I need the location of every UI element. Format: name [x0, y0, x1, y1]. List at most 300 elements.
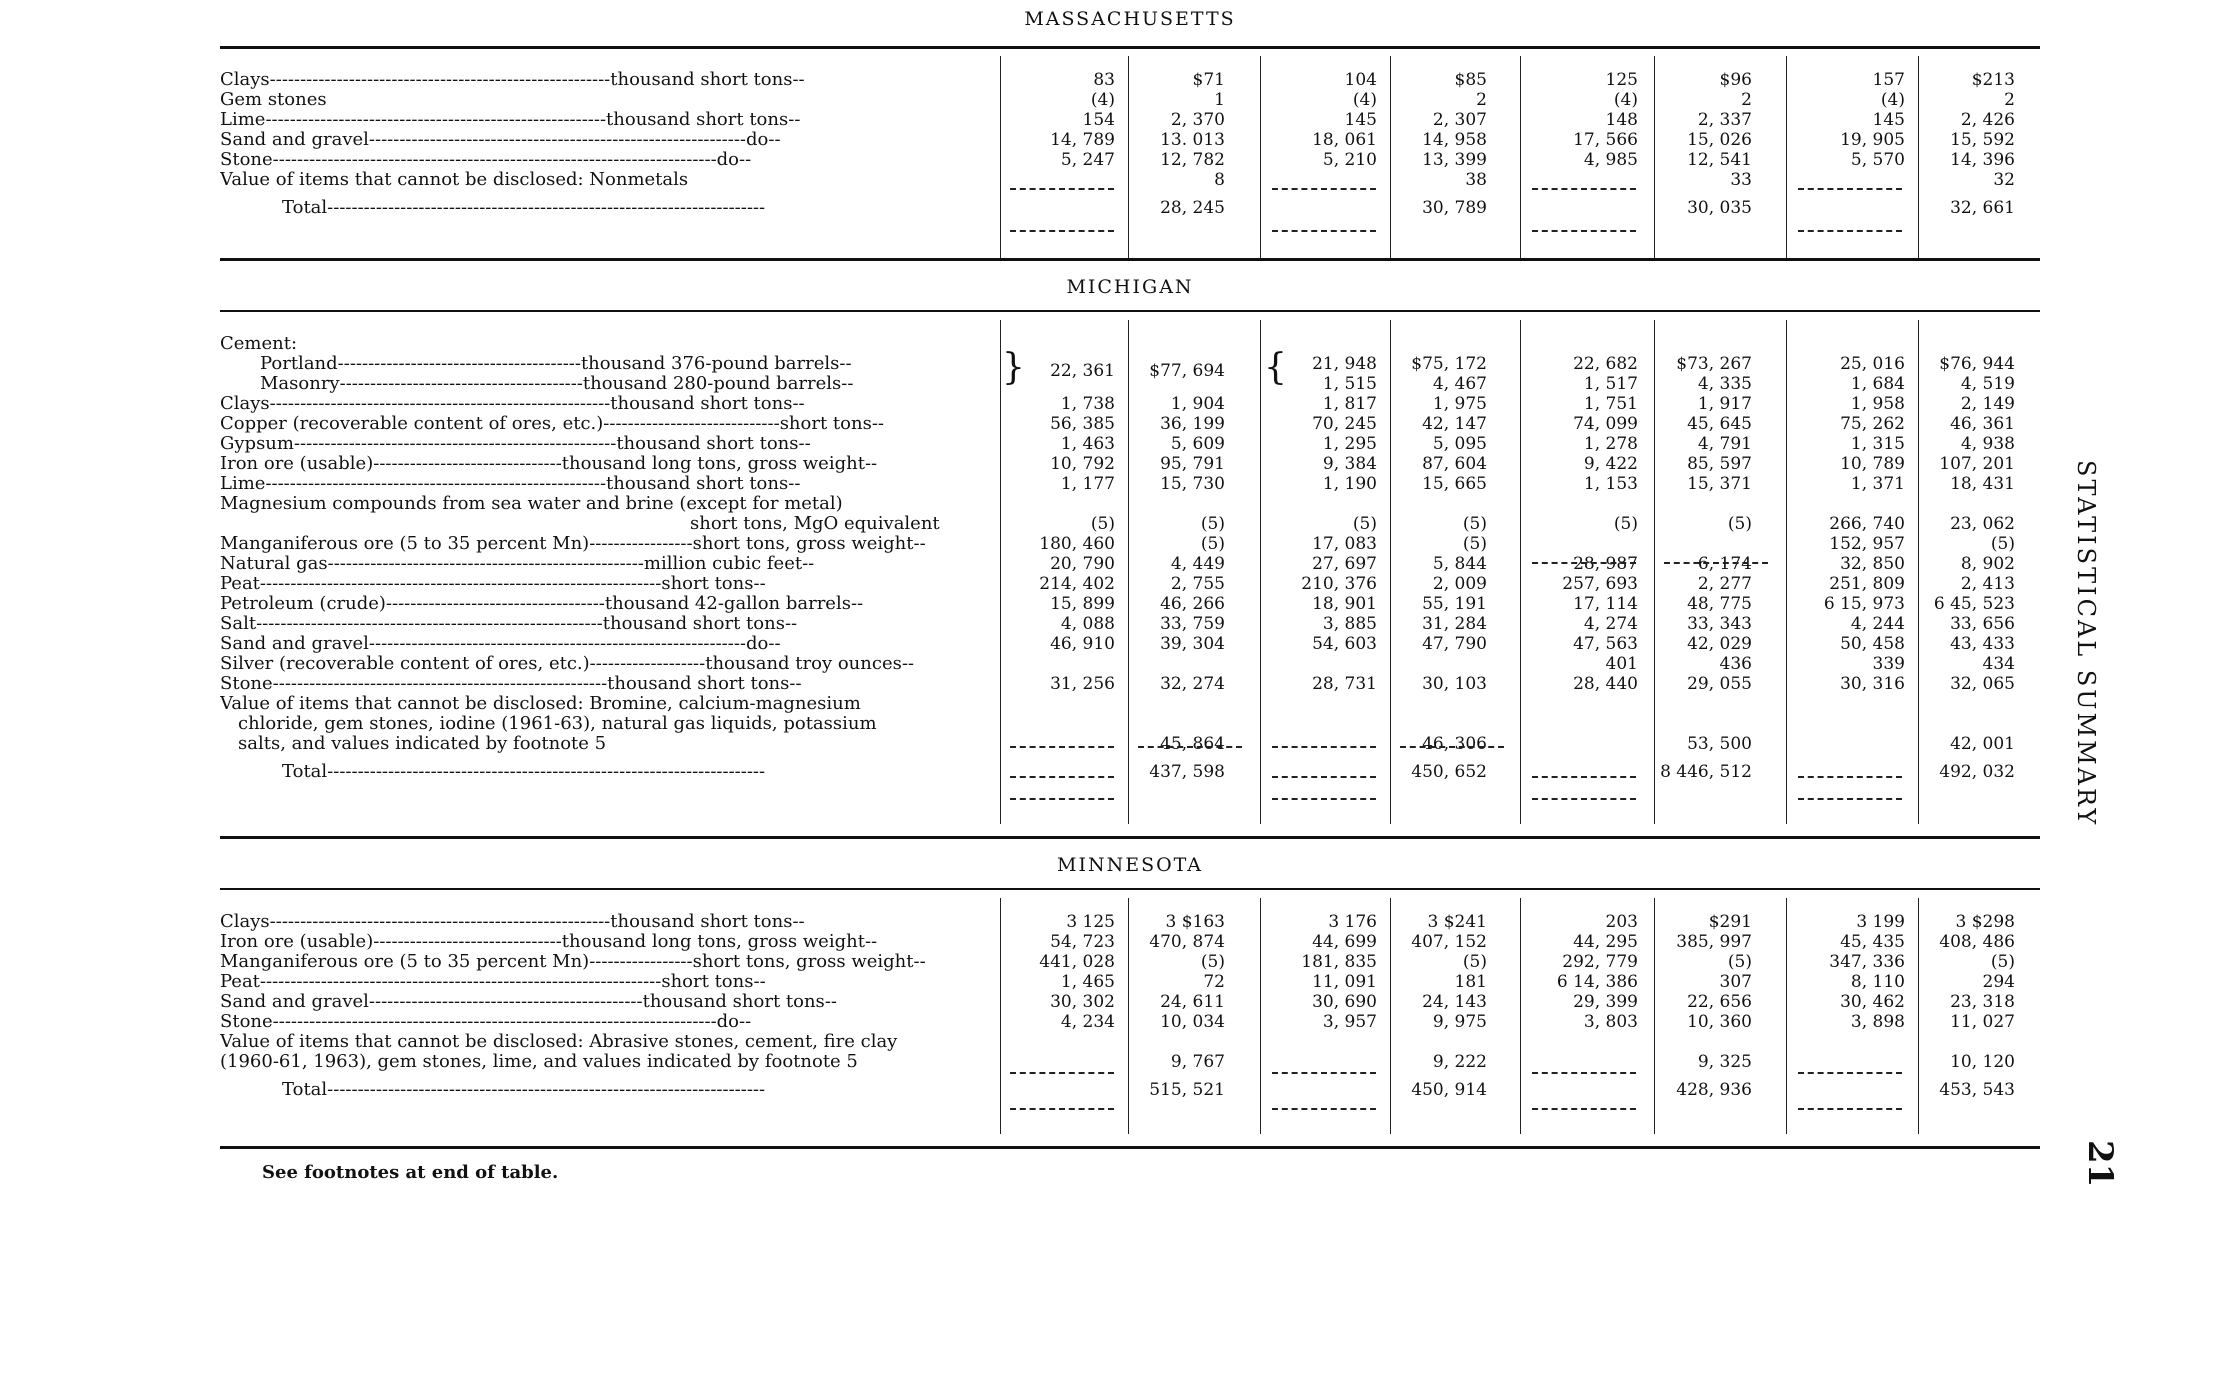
right-brace-icon: } — [1002, 347, 1025, 388]
row-unit: thousand 42-gallon barrels — [604, 594, 851, 614]
table-cell: 5, 570 — [1850, 150, 1905, 170]
column-separator — [1390, 56, 1391, 260]
column-separator — [1786, 56, 1787, 260]
row-label-text: Stone — [220, 1012, 273, 1032]
leader-dots-tail: -- — [753, 972, 766, 992]
dash-rule — [1400, 746, 1504, 748]
table-cell: 10, 792 — [1050, 454, 1115, 474]
row-unit: thousand short tons — [602, 614, 785, 634]
running-side-title: STATISTICAL SUMMARY — [2072, 460, 2100, 828]
table-cell: 148 — [1605, 110, 1638, 130]
section-title-minnesota: MINNESOTA — [1056, 854, 1204, 876]
rule-bottom-michigan — [220, 836, 2040, 839]
table-cell: 45, 435 — [1840, 932, 1905, 952]
table-cell: 87, 604 — [1422, 454, 1487, 474]
row-label-text: Value of items that cannot be disclosed: Abrasive stones, cement, fire clay — [220, 1032, 898, 1052]
row-label — [220, 972, 990, 992]
dash-rule — [1272, 1108, 1376, 1110]
total-label — [220, 762, 1052, 782]
table-cell: 33 — [1730, 170, 1752, 190]
row-label — [220, 574, 990, 594]
row-label — [220, 554, 990, 574]
row-label-text: Peat — [220, 574, 260, 594]
total-cell: 453, 543 — [1939, 1080, 2015, 1100]
row-unit: thousand short tons — [642, 992, 825, 1012]
table-cell: 10, 120 — [1950, 1052, 2015, 1072]
table-cell: 48, 775 — [1687, 594, 1752, 614]
row-label-text: Silver (recoverable content of ores, etc.) — [220, 654, 590, 674]
table-cell: 145 — [1872, 110, 1905, 130]
row-label-text: Clays — [220, 394, 270, 414]
table-cell: 3 125 — [1066, 912, 1115, 932]
table-cell: (4) — [1352, 90, 1377, 110]
table-minnesota — [220, 912, 2040, 1110]
row-label-text: Magnesium compounds from sea water and brine (except for metal) — [220, 494, 843, 514]
leader-dots: ------------------------------------------------------------------------ — [327, 198, 766, 218]
table-cell: $71 — [1192, 70, 1225, 90]
leader-dots: ----------------------------- — [603, 414, 780, 434]
table-cell: 23, 318 — [1950, 992, 2015, 1012]
row-label — [220, 374, 1030, 394]
column-separator — [1786, 320, 1787, 824]
dash-rule — [1138, 746, 1242, 748]
table-michigan — [220, 334, 2040, 792]
table-cell: $213 — [1971, 70, 2015, 90]
column-separator — [1128, 898, 1129, 1134]
table-cell: 107, 201 — [1939, 454, 2015, 474]
column-separator — [1918, 320, 1919, 824]
leader-dots: ------------------------------------------------------- — [272, 674, 608, 694]
table-cell: 15, 899 — [1050, 594, 1115, 614]
table-cell: 6, 174 — [1697, 554, 1752, 574]
table-cell: $291 — [1708, 912, 1752, 932]
table-cell: 434 — [1982, 654, 2015, 674]
table-cell: 11, 091 — [1312, 972, 1377, 992]
section-title-massachusetts: MASSACHUSETTS — [1024, 8, 1236, 30]
table-cell: 54, 723 — [1050, 932, 1115, 952]
table-cell: 18, 901 — [1312, 594, 1377, 614]
table-cell: 214, 402 — [1039, 574, 1115, 594]
dash-rule — [1798, 1072, 1902, 1074]
table-cell: 56, 385 — [1050, 414, 1115, 434]
table-row — [220, 594, 2040, 614]
table-cell: 22, 656 — [1687, 992, 1752, 1012]
table-cell: (5) — [1727, 952, 1752, 972]
row-unit: short tons — [661, 972, 754, 992]
table-cell: 3 $298 — [1955, 912, 2015, 932]
table-cell: 1, 975 — [1432, 394, 1487, 414]
table-cell: 17, 114 — [1573, 594, 1638, 614]
row-label — [220, 614, 990, 634]
row-unit: thousand short tons — [607, 674, 790, 694]
row-label-text: (1960-61, 1963), gem stones, lime, and values indicated by footnote 5 — [220, 1052, 858, 1072]
table-row — [220, 90, 2040, 110]
table-row — [220, 514, 2040, 534]
table-cell: 1, 278 — [1583, 434, 1638, 454]
leader-dots: ------------------------------------------------------------------ — [259, 972, 662, 992]
table-cell: 9, 325 — [1697, 1052, 1752, 1072]
leader-dots-tail: -- — [739, 150, 752, 170]
row-label-text: Value of items that cannot be disclosed: Nonmetals — [220, 170, 689, 190]
row-label — [220, 1012, 990, 1032]
table-cell: 95, 791 — [1160, 454, 1225, 474]
table-cell: (5) — [1462, 514, 1487, 534]
column-separator — [1918, 56, 1919, 260]
total-row — [220, 762, 2040, 792]
leader-dots-tail: -- — [798, 434, 811, 454]
row-label-text: Copper (recoverable content of ores, etc.) — [220, 414, 604, 434]
row-label-text: chloride, gem stones, iodine (1961-63), natural gas liquids, potassium — [238, 714, 877, 734]
table-cell: (5) — [1727, 514, 1752, 534]
table-row — [220, 70, 2040, 90]
table-cell: 145 — [1344, 110, 1377, 130]
row-label-text: Clays — [220, 70, 270, 90]
table-cell: 25, 016 — [1840, 354, 1905, 374]
table-cell: 17, 566 — [1573, 130, 1638, 150]
leader-dots: ---------------------------------------- — [339, 374, 583, 394]
table-row — [220, 454, 2040, 474]
row-unit: thousand short tons — [610, 394, 793, 414]
column-separator — [1654, 898, 1655, 1134]
column-separator — [1520, 320, 1521, 824]
row-label-text: Gem stones — [220, 90, 327, 110]
table-cell: 18, 431 — [1950, 474, 2015, 494]
table-cell: 1, 751 — [1583, 394, 1638, 414]
table-cell: $85 — [1454, 70, 1487, 90]
table-cell: 8, 110 — [1850, 972, 1905, 992]
footnote-reference: See footnotes at end of table. — [262, 1162, 559, 1183]
table-cell: 3, 957 — [1322, 1012, 1377, 1032]
table-cell: 2 — [1476, 90, 1487, 110]
dash-rule — [1010, 776, 1114, 778]
table-cell: 50, 458 — [1840, 634, 1905, 654]
total-label-text: Total — [282, 762, 328, 782]
table-cell: 5, 247 — [1060, 150, 1115, 170]
table-cell: 8, 902 — [1960, 554, 2015, 574]
table-row — [220, 1032, 2040, 1052]
table-cell: 181 — [1454, 972, 1487, 992]
row-unit: do — [716, 150, 740, 170]
table-cell: 1, 904 — [1170, 394, 1225, 414]
leader-dots: -------------------------------------------------------- — [265, 474, 607, 494]
table-cell: 19, 905 — [1840, 130, 1905, 150]
leader-dots-tail: -- — [824, 992, 837, 1012]
table-cell: 5, 609 — [1170, 434, 1225, 454]
table-cell: 32, 065 — [1950, 674, 2015, 694]
table-row — [220, 932, 2040, 952]
leader-dots: ----------------- — [589, 952, 693, 972]
table-row — [220, 474, 2040, 494]
table-cell: 2, 307 — [1432, 110, 1487, 130]
table-cell: 1, 295 — [1322, 434, 1377, 454]
dash-rule — [1532, 188, 1636, 190]
table-cell: 4, 335 — [1697, 374, 1752, 394]
table-cell: 28, 731 — [1312, 674, 1377, 694]
table-cell: 347, 336 — [1829, 952, 1905, 972]
row-label-text: Lime — [220, 110, 266, 130]
table-cell: 32, 274 — [1160, 674, 1225, 694]
table-row — [220, 1012, 2040, 1032]
table-cell: (5) — [1990, 952, 2015, 972]
table-cell: 8 — [1214, 170, 1225, 190]
table-cell: 9, 222 — [1432, 1052, 1487, 1072]
total-cell: 28, 245 — [1160, 198, 1225, 218]
table-cell: 42, 001 — [1950, 734, 2015, 754]
dash-rule — [1532, 776, 1636, 778]
table-cell: 3, 898 — [1850, 1012, 1905, 1032]
table-cell: (5) — [1613, 514, 1638, 534]
row-label-text: Sand and gravel — [220, 634, 369, 654]
leader-dots: -------------------------------------------------------- — [269, 70, 611, 90]
row-label — [220, 474, 990, 494]
table-cell: 1, 817 — [1322, 394, 1377, 414]
table-cell: 5, 095 — [1432, 434, 1487, 454]
table-cell: 45, 645 — [1687, 414, 1752, 434]
table-cell: 1, 515 — [1322, 374, 1377, 394]
column-separator — [1128, 56, 1129, 260]
table-cell: 21, 948 — [1312, 354, 1377, 374]
column-separator — [1918, 898, 1919, 1134]
table-cell: 13, 399 — [1422, 150, 1487, 170]
table-cell: 5, 210 — [1322, 150, 1377, 170]
leader-dots-tail: -- — [839, 354, 852, 374]
table-row — [220, 734, 2040, 754]
table-cell: 2, 149 — [1960, 394, 2015, 414]
row-label-text: Iron ore (usable) — [220, 454, 374, 474]
table-cell: (5) — [1462, 952, 1487, 972]
table-cell: 401 — [1605, 654, 1638, 674]
table-row — [220, 992, 2040, 1012]
column-separator — [1000, 56, 1001, 260]
table-cell: 3, 803 — [1583, 1012, 1638, 1032]
dash-rule — [1532, 562, 1636, 564]
table-cell: 47, 563 — [1573, 634, 1638, 654]
table-cell: 39, 304 — [1160, 634, 1225, 654]
row-label — [220, 912, 990, 932]
row-label-text: Stone — [220, 150, 273, 170]
row-label — [220, 1052, 990, 1072]
total-cell: 30, 789 — [1422, 198, 1487, 218]
table-cell: $75, 172 — [1411, 354, 1487, 374]
row-label — [220, 1032, 990, 1052]
row-label-text: Manganiferous ore (5 to 35 percent Mn) — [220, 534, 590, 554]
dash-rule — [1010, 1108, 1114, 1110]
table-cell: 1, 153 — [1583, 474, 1638, 494]
table-cell: 75, 262 — [1840, 414, 1905, 434]
table-cell: 10, 034 — [1160, 1012, 1225, 1032]
table-cell: 2, 755 — [1170, 574, 1225, 594]
table-cell: 4, 791 — [1697, 434, 1752, 454]
leader-dots: ------------------------------------------------------------------------- — [272, 150, 717, 170]
leader-dots-tail: -- — [768, 634, 781, 654]
table-cell: 4, 938 — [1960, 434, 2015, 454]
total-label-text: Total — [282, 1080, 328, 1100]
table-row — [220, 912, 2040, 932]
table-cell: 30, 690 — [1312, 992, 1377, 1012]
dash-rule — [1010, 746, 1114, 748]
dash-rule — [1798, 188, 1902, 190]
table-cell: 6 45, 523 — [1933, 594, 2015, 614]
row-unit: short tons, gross weight — [692, 952, 914, 972]
leader-dots-tail: -- — [913, 534, 926, 554]
dash-rule — [1272, 776, 1376, 778]
table-row — [220, 110, 2040, 130]
total-cell: 515, 521 — [1149, 1080, 1225, 1100]
leader-dots: ------------------------------------------------------------------------ — [327, 1080, 766, 1100]
table-cell: 3, 885 — [1322, 614, 1377, 634]
table-row — [220, 574, 2040, 594]
table-cell: 14, 789 — [1050, 130, 1115, 150]
table-cell: 5, 844 — [1432, 554, 1487, 574]
row-unit: thousand short tons — [610, 912, 793, 932]
column-separator — [1390, 320, 1391, 824]
table-cell: 436 — [1719, 654, 1752, 674]
leader-dots: -------------------------------------------------------------- — [368, 634, 746, 654]
table-cell: 1, 958 — [1850, 394, 1905, 414]
table-cell: 4, 088 — [1060, 614, 1115, 634]
table-cell: 23, 062 — [1950, 514, 2015, 534]
table-cell: 3 $241 — [1427, 912, 1487, 932]
table-cell: (5) — [1200, 952, 1225, 972]
table-cell: 28, 987 — [1573, 554, 1638, 574]
dash-rule — [1798, 230, 1902, 232]
dash-rule — [1010, 188, 1114, 190]
row-unit: thousand short tons — [606, 110, 789, 130]
table-cell: 47, 790 — [1422, 634, 1487, 654]
table-cell: 6 15, 973 — [1823, 594, 1905, 614]
table-cell: 44, 295 — [1573, 932, 1638, 952]
table-cell: 30, 316 — [1840, 674, 1905, 694]
table-cell: 12, 541 — [1687, 150, 1752, 170]
total-cell: 450, 914 — [1411, 1080, 1487, 1100]
row-label — [220, 714, 1008, 734]
table-cell: 9, 422 — [1583, 454, 1638, 474]
table-cell: 1 — [1214, 90, 1225, 110]
table-row — [220, 714, 2040, 734]
table-cell: 15, 026 — [1687, 130, 1752, 150]
dash-rule — [1532, 230, 1636, 232]
table-cell: 14, 396 — [1950, 150, 2015, 170]
total-label-text: Total — [282, 198, 328, 218]
table-cell: $73, 267 — [1676, 354, 1752, 374]
table-cell: 30, 462 — [1840, 992, 1905, 1012]
row-label-text: Peat — [220, 972, 260, 992]
table-cell: 203 — [1605, 912, 1638, 932]
column-separator — [1390, 898, 1391, 1134]
table-row — [220, 554, 2040, 574]
table-cell: 43, 433 — [1950, 634, 2015, 654]
table-cell: 1, 463 — [1060, 434, 1115, 454]
row-label — [220, 654, 990, 674]
table-cell: 4, 467 — [1432, 374, 1487, 394]
table-cell: 104 — [1344, 70, 1377, 90]
table-cell: 210, 376 — [1301, 574, 1377, 594]
table-cell: 4, 519 — [1960, 374, 2015, 394]
table-cell: 53, 500 — [1687, 734, 1752, 754]
table-cell: 2 — [2004, 90, 2015, 110]
dash-rule — [1798, 798, 1902, 800]
table-row — [220, 170, 2040, 190]
table-cell: 85, 597 — [1687, 454, 1752, 474]
row-label-text: Value of items that cannot be disclosed: Bromine, calcium-magnesium — [220, 694, 861, 714]
dash-rule — [1664, 562, 1768, 564]
table-cell: 31, 256 — [1050, 674, 1115, 694]
total-cell: 492, 032 — [1939, 762, 2015, 782]
total-row — [220, 198, 2040, 228]
leader-dots-tail: -- — [792, 70, 805, 90]
table-cell: 1, 177 — [1060, 474, 1115, 494]
table-row — [220, 150, 2040, 170]
column-separator — [1260, 320, 1261, 824]
row-label-text: Natural gas — [220, 554, 328, 574]
rule-bottom-minnesota — [220, 1146, 2040, 1149]
table-row — [220, 534, 2040, 554]
dash-rule — [1010, 230, 1114, 232]
table-cell: 32 — [1993, 170, 2015, 190]
leader-dots: -------------------------------------------------------- — [265, 110, 607, 130]
row-label-text: Sand and gravel — [220, 130, 369, 150]
table-cell: 15, 730 — [1160, 474, 1225, 494]
row-unit: do — [716, 1012, 740, 1032]
table-cell: 1, 738 — [1060, 394, 1115, 414]
table-cell: 1, 684 — [1850, 374, 1905, 394]
table-cell: 24, 611 — [1160, 992, 1225, 1012]
table-cell: 15, 371 — [1687, 474, 1752, 494]
row-label-text: Manganiferous ore (5 to 35 percent Mn) — [220, 952, 590, 972]
table-row — [220, 434, 2040, 454]
table-cell: 2, 426 — [1960, 110, 2015, 130]
dash-rule — [1010, 798, 1114, 800]
table-cell: 46, 306 — [1422, 734, 1487, 754]
table-cell: 22, 682 — [1573, 354, 1638, 374]
table-cell: 2, 277 — [1697, 574, 1752, 594]
table-cell: 33, 656 — [1950, 614, 2015, 634]
leader-dots: ------------------------------------------------------------------------ — [327, 762, 766, 782]
leader-dots: ------------------------------- — [373, 932, 562, 952]
leader-dots-tail: -- — [913, 952, 926, 972]
row-label-text: Portland — [260, 354, 338, 374]
table-cell: 13. 013 — [1160, 130, 1225, 150]
total-cell: 450, 652 — [1411, 762, 1487, 782]
left-brace-icon: { — [1264, 347, 1287, 388]
table-cell: 4, 234 — [1060, 1012, 1115, 1032]
table-cell: 2, 370 — [1170, 110, 1225, 130]
table-cell: 31, 284 — [1422, 614, 1487, 634]
total-cell: 30, 035 — [1687, 198, 1752, 218]
table-cell: 17, 083 — [1312, 534, 1377, 554]
column-separator — [1260, 898, 1261, 1134]
table-cell: 83 — [1093, 70, 1115, 90]
row-label — [220, 90, 990, 110]
leader-dots: ---------------------------------------- — [337, 354, 581, 374]
table-cell: 1, 917 — [1697, 394, 1752, 414]
table-cell: 15, 592 — [1950, 130, 2015, 150]
leader-dots: --------------------------------------------------------- — [256, 614, 603, 634]
table-cell: 292, 779 — [1562, 952, 1638, 972]
leader-dots: -------------------------------------------------------------- — [368, 130, 746, 150]
leader-dots-tail: -- — [864, 454, 878, 474]
table-cell: (5) — [1200, 514, 1225, 534]
row-label — [220, 170, 990, 190]
column-separator — [1128, 320, 1129, 824]
dash-rule — [1532, 798, 1636, 800]
row-label-text: Gypsum — [220, 434, 294, 454]
dash-rule — [1272, 1072, 1376, 1074]
dash-rule — [1532, 1072, 1636, 1074]
table-cell: 20, 790 — [1050, 554, 1115, 574]
row-label-text: Salt — [220, 614, 257, 634]
row-unit: thousand troy ounces — [705, 654, 902, 674]
